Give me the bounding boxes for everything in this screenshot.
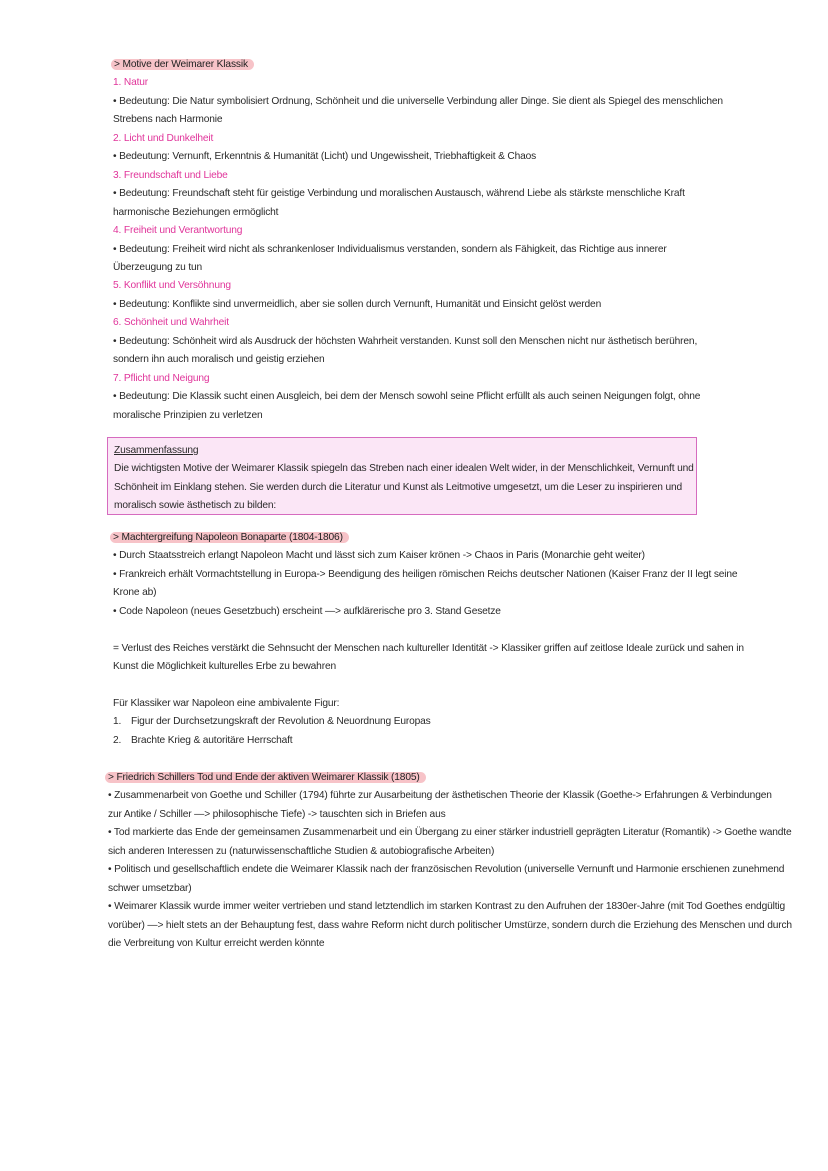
summary-text-text: Schönheit im Einklang stehen. Sie werden durch die Literatur und Kunst als Leitmotive umgesetzt, um die Leser zu inspirieren und <box>114 481 683 493</box>
napoleon-conclusion <box>113 660 336 674</box>
schiller-text <box>108 789 772 803</box>
figure-list-number-text: 1. <box>113 716 122 728</box>
schiller-text <box>108 882 192 896</box>
motif-title-text: 5. Konflikt und Versöhnung <box>113 280 231 292</box>
napoleon-conclusion-text: Kunst die Möglichkeit kulturelles Erbe zu bewahren <box>113 661 336 673</box>
motif-text-text: • Bedeutung: Freiheit wird nicht als schrankenloser Individualismus verstanden, sondern als Fähigkeit, das Richtige aus innerer <box>113 243 667 255</box>
schiller-text-text: die Verbreitung von Kultur erreicht werden könnte <box>108 938 325 950</box>
motif-text-text: sondern ihn auch moralisch und geistig erziehen <box>113 354 325 366</box>
napoleon-conclusion-text: = Verlust des Reiches verstärkt die Sehnsucht der Menschen nach kultureller Identität -> Klassiker griffen auf zeitlose Ideale zurück und sahen in <box>113 643 744 654</box>
figure-list-item <box>131 734 293 748</box>
motif-title <box>113 76 148 90</box>
motif-text <box>113 113 222 127</box>
figure-list-number <box>113 715 121 729</box>
schiller-text-text: sich anderen Interessen zu (naturwissenschaftliche Studien & autobiografische Arbeiten) <box>108 845 495 857</box>
motif-text-text: Strebens nach Harmonie <box>113 114 223 126</box>
napoleon-text-text: Krone ab) <box>113 587 157 599</box>
napoleon-text-text: • Durch Staatsstreich erlangt Napoleon Macht und lässt sich zum Kaiser krönen -> Chaos in Paris (Monarchie geht weiter) <box>113 550 645 562</box>
napoleon-conclusion <box>113 642 744 656</box>
motif-text-text: Überzeugung zu tun <box>113 261 203 273</box>
summary-text-text: moralisch sowie ästhetisch zu bilden: <box>114 500 277 512</box>
schiller-text <box>108 900 785 914</box>
motif-text <box>113 409 262 423</box>
figure-list-item-text: Brachte Krieg & autoritäre Herrschaft <box>131 734 293 746</box>
motif-title-text: 2. Licht und Dunkelheit <box>113 132 214 144</box>
motif-text <box>113 243 667 257</box>
schiller-text <box>108 845 494 859</box>
section-heading-motive-text: > Motive der Weimarer Klassik <box>111 59 254 70</box>
section-heading-napoleon <box>113 531 349 545</box>
schiller-text-text: • Tod markierte das Ende der gemeinsamen Zusammenarbeit und ein Übergang zu einer stärker industriell geprägten Literatur (Romantik) -> Goethe wandte <box>108 827 792 839</box>
motif-text <box>113 95 723 109</box>
motif-text <box>113 187 685 201</box>
section-heading-schiller-text: > Friedrich Schillers Tod und Ende der aktiven Weimarer Klassik (1805) <box>105 772 426 783</box>
figure-intro-text: Für Klassiker war Napoleon eine ambivalente Figur: <box>113 698 340 709</box>
figure-intro <box>113 697 339 711</box>
motif-title <box>113 316 229 330</box>
figure-list-item-text: Figur der Durchsetzungskraft der Revolution & Neuordnung Europas <box>131 716 431 728</box>
motif-text <box>113 353 325 367</box>
schiller-text-text: zur Antike / Schiller —> philosophische Tiefe) -> tauschten sich in Briefen aus <box>108 808 446 820</box>
motif-title-text: 3. Freundschaft und Liebe <box>113 169 228 181</box>
schiller-text <box>108 863 784 877</box>
motif-text <box>113 335 697 349</box>
motif-text-text: • Bedeutung: Schönheit wird als Ausdruck der höchsten Wahrheit verstanden. Kunst soll den Menschen nicht nur ästhetisch berühren, <box>113 335 698 347</box>
summary-text <box>114 499 276 513</box>
motif-title-text: 6. Schönheit und Wahrheit <box>113 317 229 329</box>
napoleon-text <box>113 568 737 582</box>
section-heading-napoleon-text: > Machtergreifung Napoleon Bonaparte (1804-1806) <box>110 532 349 543</box>
motif-text <box>113 390 700 404</box>
motif-title <box>113 132 213 146</box>
schiller-text-text: • Politisch und gesellschaftlich endete die Weimarer Klassik nach der französischen Revolution (universelle Vernunft und Harmonie erschienen zunehmend <box>108 864 785 876</box>
motif-text <box>113 206 278 220</box>
motif-text <box>113 261 202 275</box>
summary-text <box>114 481 682 495</box>
schiller-text <box>108 937 324 951</box>
motif-text <box>113 298 601 312</box>
motif-text <box>113 150 536 164</box>
motif-title-text: 1. Natur <box>113 77 149 89</box>
motif-title <box>113 224 242 238</box>
motif-text-text: • Bedeutung: Die Klassik sucht einen Ausgleich, bei dem der Mensch sowohl seine Pflicht erfüllt als auch seinen Neigungen folgt, ohne <box>113 391 701 403</box>
schiller-text-text: • Zusammenarbeit von Goethe und Schiller (1794) führte zur Ausarbeitung der ästhetischen Theorie der Klassik (Goethe-> Erfahrungen & Verbindungen <box>108 790 772 802</box>
section-heading-motive <box>114 58 254 72</box>
motif-text-text: • Bedeutung: Freundschaft steht für geistige Verbindung und moralischen Austausch, während Liebe als stärkste menschliche Kraft <box>113 188 685 200</box>
summary-text-text: Die wichtigsten Motive der Weimarer Klassik spiegeln das Streben nach einer idealen Welt wider, in der Menschlichkeit, Vernunft und <box>114 463 694 475</box>
motif-title-text: 7. Pflicht und Neigung <box>113 372 210 384</box>
summary-title-text: Zusammenfassung <box>114 445 199 456</box>
summary-text <box>114 462 694 476</box>
figure-list-number <box>113 734 121 748</box>
motif-title-text: 4. Freiheit und Verantwortung <box>113 225 243 237</box>
schiller-text <box>108 919 792 933</box>
motif-text-text: • Bedeutung: Die Natur symbolisiert Ordnung, Schönheit und die universelle Verbindung aller Dinge. Sie dient als Spiegel des menschlichen <box>113 95 723 107</box>
motif-text-text: moralische Prinzipien zu verletzen <box>113 409 263 421</box>
napoleon-text-text: • Code Napoleon (neues Gesetzbuch) erscheint —> aufklärerische pro 3. Stand Gesetze <box>113 605 501 617</box>
figure-list-item <box>131 715 431 729</box>
figure-list-number-text: 2. <box>113 734 122 746</box>
motif-text-text: • Bedeutung: Konflikte sind unvermeidlich, aber sie sollen durch Vernunft, Humanität und Einsicht gelöst werden <box>113 298 602 310</box>
schiller-text-text: vorüber) —> hielt stets an der Behauptung fest, dass wahre Reform nicht durch politischer Umstürze, sondern durch die Erziehung des Menschen und durch <box>108 919 792 931</box>
motif-title <box>113 169 228 183</box>
motif-text-text: harmonische Beziehungen ermöglicht <box>113 206 279 218</box>
napoleon-text-text: • Frankreich erhält Vormachtstellung in Europa-> Beendigung des heiligen römischen Reichs deutscher Nationen (Kaiser Franz der II legt seine <box>113 568 738 580</box>
motif-text-text: • Bedeutung: Vernunft, Erkenntnis & Humanität (Licht) und Ungewissheit, Triebhaftigkeit & Chaos <box>113 151 537 163</box>
schiller-text <box>108 826 792 840</box>
section-heading-schiller <box>108 771 426 785</box>
napoleon-text <box>113 549 645 563</box>
summary-title <box>114 444 198 458</box>
schiller-text-text: schwer umsetzbar) <box>108 882 192 894</box>
napoleon-text <box>113 586 156 600</box>
motif-title <box>113 279 231 293</box>
motif-title <box>113 372 209 386</box>
schiller-text <box>108 808 446 822</box>
schiller-text-text: • Weimarer Klassik wurde immer weiter vertrieben und stand letztendlich im starken Kontrast zu den Aufruhen der 1830er-Jahre (mit Tod Goethes endgültig <box>108 901 786 913</box>
napoleon-text <box>113 605 501 619</box>
